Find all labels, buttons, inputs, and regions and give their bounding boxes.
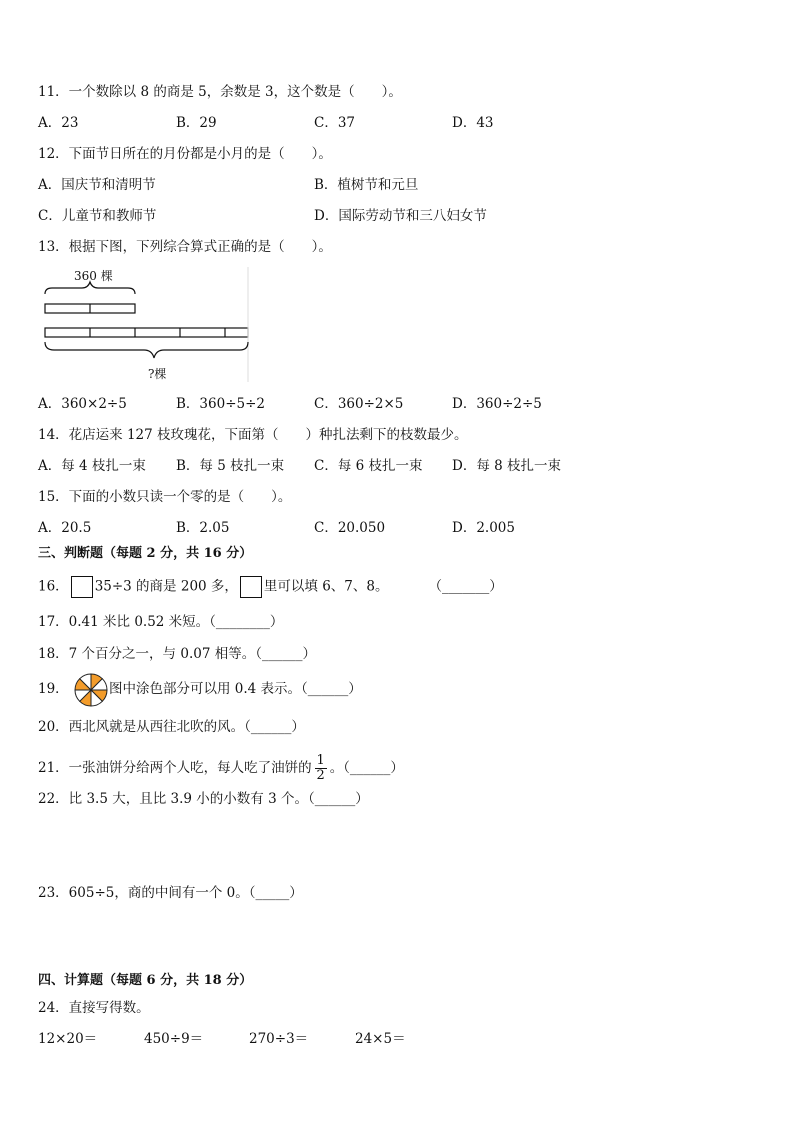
q21-text: 21．一张油饼分给两个人吃，每人吃了油饼的: [38, 760, 312, 776]
q21-denominator: 2: [316, 768, 325, 783]
q13-option-c: C．360÷2×5: [314, 396, 404, 412]
q13-large-bar: [45, 328, 248, 337]
question-24: 24．直接写得数。: [38, 1000, 150, 1016]
q16-text-1: 35÷3 的商是 200 多，: [94, 578, 238, 595]
question-18: 18．7 个百分之一，与 0.07 相等。（______）: [38, 646, 316, 662]
q13-top-brace: [45, 282, 135, 294]
question-15: 15．下面的小数只读一个零的是（ ）。: [38, 489, 292, 505]
q11-option-c: C．37: [314, 115, 356, 131]
q16-text-2: 里可以填 6、7、8。: [263, 578, 389, 595]
q16-answer-box-2[interactable]: [240, 576, 262, 598]
question-22: 22．比 3.5 大，且比 3.9 小的小数有 3 个。（______）: [38, 791, 369, 807]
question-20: 20．西北风就是从西往北吹的风。（______）: [38, 719, 305, 735]
question-23: 23．605÷5，商的中间有一个 0。（_____）: [38, 885, 303, 901]
q13-option-a: A．360×2÷5: [38, 396, 127, 412]
question-14: 14．花店运来 127 枝玫瑰花，下面第（ ）种扎法剩下的枝数最少。: [38, 427, 468, 443]
q15-option-b: B．2.05: [176, 520, 230, 536]
q12-option-a: A．国庆节和清明节: [38, 177, 156, 193]
q13-option-b: B．360÷5÷2: [176, 396, 265, 412]
q24-item-2: 450÷9＝: [144, 1031, 204, 1047]
q12-option-b: B．植树节和元旦: [314, 177, 419, 193]
q12-option-d: D．国际劳动节和三八妇女节: [314, 208, 487, 224]
q12-option-c: C．儿童节和教师节: [38, 208, 157, 224]
q14-option-b: B．每 5 枝扎一束: [176, 458, 285, 474]
question-12: 12．下面节日所在的月份都是小月的是（ ）。: [38, 146, 332, 162]
section-4-title: 四、计算题（每题 6 分，共 18 分）: [38, 973, 253, 988]
question-11: 11．一个数除以 8 的商是 5，余数是 3，这个数是（ ）。: [38, 84, 402, 100]
q24-item-4: 24×5＝: [355, 1031, 406, 1047]
q24-item-1: 12×20＝: [38, 1031, 98, 1047]
q15-option-a: A．20.5: [38, 520, 92, 536]
q24-item-3: 270÷3＝: [249, 1031, 309, 1047]
q13-bottom-brace: [45, 342, 248, 358]
q19-number: 19．: [38, 681, 69, 697]
question-21: [38, 754, 404, 783]
q15-option-d: D．2.005: [452, 520, 515, 536]
q14-option-a: A．每 4 枝扎一束: [38, 458, 146, 474]
q21-fraction: [315, 754, 327, 783]
question-17: 17．0.41 米比 0.52 米短。（________）: [38, 614, 284, 630]
q16-number: 16．: [38, 578, 69, 595]
q16-answer-blank[interactable]: （_______）: [428, 578, 503, 595]
q13-top-label: 360 棵: [74, 269, 113, 283]
question-13: 13．根据下图，下列综合算式正确的是（ ）。: [38, 239, 332, 255]
q11-option-b: B．29: [176, 115, 217, 131]
q21-numerator: 1: [316, 753, 325, 768]
q11-option-a: A．23: [38, 115, 79, 131]
question-16: [38, 576, 503, 598]
question-19: [38, 680, 362, 699]
q16-answer-box-1[interactable]: [71, 576, 93, 598]
q21-tail: 。（______）: [329, 760, 404, 776]
q19-pie-figure: [73, 672, 109, 708]
section-3-title: 三、判断题（每题 2 分，共 16 分）: [38, 546, 253, 561]
q15-option-c: C．20.050: [314, 520, 386, 536]
q13-bottom-label: ?棵: [148, 367, 167, 381]
q13-option-d: D．360÷2÷5: [452, 396, 542, 412]
q19-text: 图中涂色部分可以用 0.4 表示。（______）: [108, 681, 362, 697]
q13-line-diagram: [40, 262, 255, 387]
q14-option-c: C．每 6 枝扎一束: [314, 458, 423, 474]
q14-option-d: D．每 8 枝扎一束: [452, 458, 561, 474]
q11-option-d: D．43: [452, 115, 494, 131]
